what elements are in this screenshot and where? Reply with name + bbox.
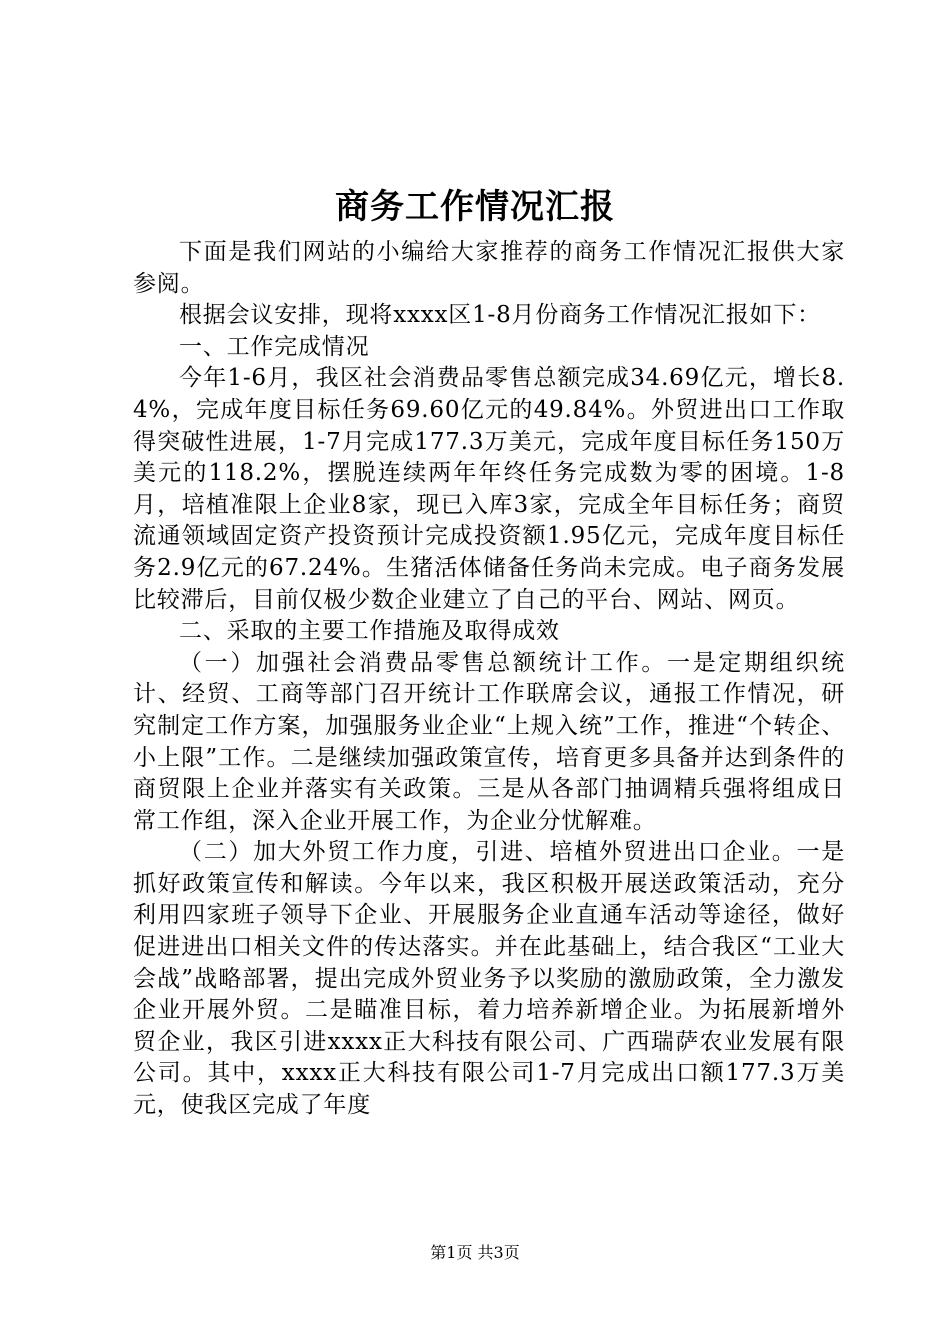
page-footer: 第1页 共3页 [430, 1243, 520, 1262]
arrangement-paragraph: 根据会议安排，现将xxxx区1-8月份商务工作情况汇报如下： [179, 302, 821, 329]
section-heading-1: 一、工作完成情况 [179, 333, 370, 360]
intro-paragraph: 下面是我们网站的小编给大家推荐的商务工作情况汇报供大家参阅。 [133, 239, 845, 297]
section-heading-2: 二、采取的主要工作措施及取得成效 [179, 618, 560, 645]
completion-paragraph: 今年1-6月，我区社会消费品零售总额完成34.69亿元，增长8.4%，完成年度目标任务69.60亿元的49.84%。外贸进出口工作取得突破性进展，1-7月完成177.3万美元，完成年度目标任务150万美元的118.2%，摆脱连续两年年终任务完成数为零的困境。1-8月，培植准限上企业8家，现已入库3家，完成全年目标任务；商贸流通领域固定资产投资预计完成投资额1.95亿元，完成年度目标任务2.9亿元的67.24%。生猪活体储备任务尚未完成。电子商务发展比较滞后，目前仅极少数企业建立了自己的平台、网站、网页。 [133, 365, 845, 613]
document-title: 商务工作情况汇报 [335, 187, 615, 227]
measure-paragraph-2: （二）加大外贸工作力度，引进、培植外贸进出口企业。一是抓好政策宣传和解读。今年以来，我区积极开展送政策活动，充分利用四家班子领导下企业、开展服务企业直通车活动等途径，做好促进进出口相关文件的传达落实。并在此基础上，结合我区“工业大会战”战略部署，提出完成外贸业务予以奖励的激励政策，全力激发企业开展外贸。二是瞄准目标，着力培养新增企业。为拓展新增外贸企业，我区引进xxxx正大科技有限公司、广西瑞萨农业发展有限公司。其中，xxxx正大科技有限公司1-7月完成出口额177.3万美元，使我区完成了年度 [133, 839, 845, 1119]
document-body [133, 237, 845, 1122]
measure-paragraph-1: （一）加强社会消费品零售总额统计工作。一是定期组织统计、经贸、工商等部门召开统计工作联席会议，通报工作情况，研究制定工作方案，加强服务业企业“上规入统”工作，推进“个转企、小上限”工作。二是继续加强政策宣传，培育更多具备并达到条件的商贸限上企业并落实有关政策。三是从各部门抽调精兵强将组成日常工作组，深入企业开展工作，为企业分忧解难。 [133, 649, 845, 834]
